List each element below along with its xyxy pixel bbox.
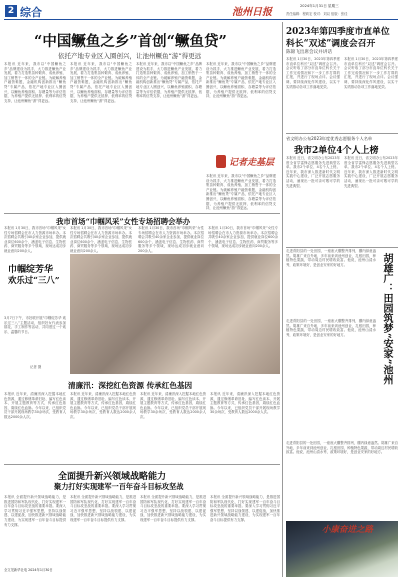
vertical-story-body-2: 走进青阳县的一处田园，一座座大棚整齐排列，棚内绿意盎然。胡雄广来自外地，多年前来到池州创业，扎根田园，种植特色果蔬，带动周边村民增收致富。他说，池州山清水秀，政策环境好，是创业安家的好地方。	[286, 319, 376, 337]
badge-icon	[216, 155, 226, 168]
bottom-story	[4, 467, 280, 577]
top-story	[4, 22, 280, 212]
right-story-1-title: 2023年第四季度市直单位	[286, 27, 390, 37]
bottom-story-title: 全面提升新兴领域战略能力	[58, 472, 167, 482]
vertical-title-line-2: 筑梦	[381, 313, 392, 333]
top-story-col-2: 本报讯 近年来，我市以“中国鳜鱼之乡”品牌建设为抓手，大力推进鳜鱼产业发展，着力打造集苗种繁育、成鱼养殖、加工销售于一体的全产业链。为破解养殖户融资难题，金融机构创新推出“鳜鱼贷”专属产品，依托产地专业区入圈创兴，以鳜鱼养殖面积、存塘量等为评估依据，为养殖户提供无抵押、低利率的信贷支持，让池州鳜鱼“游”得更远。	[70, 62, 132, 103]
right-story-1	[286, 22, 398, 132]
right-story-2-col-2: 本报讯 近日，省文明办公布2023年度全省学雷锋志愿服务先进典型名单。我市2个单位、4名个人上榜。近年来，我市深入推进新时代文明实践中心建设，广泛开展志愿服务活动，涌现出一批可亲可敬可学的先进典型。	[344, 156, 398, 188]
divider	[286, 247, 398, 248]
info-line: 责任编辑：程莉宏 校对：刘双 组版：张佳	[286, 12, 348, 16]
vertical-title-line-1: 胡雄广：田园	[381, 253, 392, 313]
vertical-story-body-1: 走进青阳县的一处田园，一座座大棚整齐排列，棚内绿意盎然。胡雄广来自外地，多年前来到池州创业，扎根田园，种植特色果蔬，带动周边村民增收致富。他说，池州山清水秀，政策环境好，是创业安家的好地方。	[286, 249, 376, 267]
lower-story-col-4: 本报讯 近年来，清廉汛深入挖掘本地红色资源，通过修缮革命旧址、编写红色读本、开展主题教育等方式，传承红色基因，赓续红色血脉。今年以来，已组织党员干部开展现场教学30余场次，受教育人数达2000余人次。	[210, 392, 280, 415]
right-story-2-col-1: 本报讯 近日，省文明办公布2023年度全省学雷锋志愿服务先进典型名单。我市2个单位、4名个人上榜。近年来，我市深入推进新时代文明实践中心建设，广泛开展志愿服务活动，涌现出一批可亲可敬可学的先进典型。	[286, 156, 340, 188]
top-story-subtitle: 依托产地专业区入圈创兴，让池州鳜鱼“游”得更远	[58, 52, 202, 60]
vertical-story-body-3: 走进青阳县的一处田园，一座座大棚整齐排列，棚内绿意盎然。胡雄广来自外地，多年前来到池州创业，扎根田园，种植特色果蔬，带动周边村民增收致富。他说，池州山清水秀，政策环境好，是创业安家的好地方。	[286, 441, 398, 455]
middle-story	[4, 216, 280, 253]
photo-caption	[4, 254, 66, 372]
date-line: 2024年1月31日 星期三	[300, 4, 339, 8]
top-story-col-5: 本报讯 近年来，我市以“中国鳜鱼之乡”品牌建设为抓手，大力推进鳜鱼产业发展，着力打造集苗种繁育、成鱼养殖、加工销售于一体的全产业链。为破解养殖户融资难题，金融机构创新推出“鳜鱼贷”专属产品，依托产地专业区入圈创兴，以鳜鱼养殖面积、存塘量等为评估依据，为养殖户提供无抵押、低利率的信贷支持，让池州鳜鱼“游”得更远。	[206, 174, 276, 211]
middle-story-col-3: 本报讯 1月30日，我市首场“巾帼风采”女性专场招聘会在市人力资源市场举办。本次招聘会共吸引40余家企业参加，提供就业岗位600余个，涵盖电子信息、生物医药、商贸服务等多个领域，现场达成初步就业意向200余人。	[138, 226, 204, 253]
bottom-story-footer: 全文见新华社电 2024年1月30日	[4, 568, 53, 572]
section-badge: 2	[5, 5, 17, 17]
main-photo	[70, 254, 280, 374]
right-story-1-col-1: 本报讯 1月30日，2023年第四季度市直单位科长“双述”调度会召开。会议听取了部分市直单位科长关于工作完成情况和下一步工作打算的汇报，并进行了现场点评。会议强调，要持续深化作风建设，以实干实绩推动各项工作落地见效。	[286, 57, 340, 89]
section-label: 综合	[20, 6, 42, 19]
lower-story	[4, 378, 280, 462]
right-story-2	[286, 134, 398, 246]
divider	[4, 464, 280, 465]
top-story-col-3: 本报讯 近年来，我市以“中国鳜鱼之乡”品牌建设为抓手，大力推进鳜鱼产业发展，着力打造集苗种繁育、成鱼养殖、加工销售于一体的全产业链。为破解养殖户融资难题，金融机构创新推出“鳜鱼贷”专属产品，依托产地专业区入圈创兴，以鳜鱼养殖面积、存塘量等为评估依据，为养殖户提供无抵押、低利率的信贷支持，让池州鳜鱼“游”得更远。	[136, 62, 202, 99]
vertical-story-title	[380, 253, 392, 453]
lower-story-col-2: 本报讯 近年来，清廉汛深入挖掘本地红色资源，通过修缮革命旧址、编写红色读本、开展主题教育等方式，传承红色基因，赓续红色血脉。今年以来，已组织党员干部开展现场教学30余场次，受教育人数达2000余人次。	[70, 392, 136, 419]
lower-story-title: 清廉汛：深挖红色资源 传承红色基因	[68, 381, 193, 390]
vertical-story	[286, 249, 398, 519]
right-story-1-title2: 科长“双述”调度会召开	[286, 39, 376, 49]
right-story-2-headline: 我市2单位4个人上榜	[294, 146, 379, 156]
right-story-2-intro: 省文明办公布2023年度优秀志愿服务个人名单	[286, 136, 373, 141]
bottom-story-col-1: 本报讯 全面提升新兴领域战略能力，是推进国防和军队现代化、打好实现建军一百年奋斗目标攻坚战的重要举措。要深入学习贯彻习近平强军思想，坚持以战领建、以建促战，加快推进新兴领域战略能力建设，为实现建军一百年奋斗目标提供有力支撑。	[4, 495, 66, 527]
middle-story-col-1: 本报讯 1月30日，我市首场“巾帼风采”女性专场招聘会在市人力资源市场举办。本次招聘会共吸引40余家企业参加，提供就业岗位600余个，涵盖电子信息、生物医药、商贸服务等多个领域，现场达成初步就业意向200余人。	[4, 226, 66, 253]
caption-title2: 欢乐过“三八”	[8, 275, 60, 285]
bottom-story-col-4: 本报讯 全面提升新兴领域战略能力，是推进国防和军队现代化、打好实现建军一百年奋斗目标攻坚战的重要举措。要深入学习贯彻习近平强军思想，坚持以战领建、以建促战，加快推进新兴领域战略能力建设，为实现建军一百年奋斗目标提供有力支撑。	[210, 495, 280, 522]
reporter-badge	[216, 154, 274, 170]
top-story-title: “中国鳜鱼之乡”首创“鳜鱼贷”	[34, 33, 227, 50]
bottom-logo: 小康奋进之路	[322, 525, 374, 535]
caption-title: 巾帼绽芳华	[8, 265, 54, 275]
lower-story-col-1: 本报讯 近年来，清廉汛深入挖掘本地红色资源，通过修缮革命旧址、编写红色读本、开展主题教育等方式，传承红色基因，赓续红色血脉。今年以来，已组织党员干部开展现场教学30余场次，受教育人数达2000余人次。	[4, 392, 66, 419]
bottom-story-col-3: 本报讯 全面提升新兴领域战略能力，是推进国防和军队现代化、打好实现建军一百年奋斗目标攻坚战的重要举措。要深入学习贯彻习近平强军思想，坚持以战领建、以建促战，加快推进新兴领域战略能力建设，为实现建军一百年奋斗目标提供有力支撑。	[140, 495, 206, 522]
badge-text: 记者走基层	[229, 158, 275, 168]
right-story-1-col-2: 本报讯 1月30日，2023年第四季度市直单位科长“双述”调度会召开。会议听取了部分市直单位科长关于工作完成情况和下一步工作打算的汇报，并进行了现场点评。会议强调，要持续深化作风建设，以实干实绩推动各项工作落地见效。	[344, 57, 398, 89]
middle-story-title: 我市首场“巾帼风采”女性专场招聘会举办	[56, 217, 191, 226]
middle-story-col-2: 本报讯 1月30日，我市首场“巾帼风采”女性专场招聘会在市人力资源市场举办。本次招聘会共吸引40余家企业参加，提供就业岗位600余个，涵盖电子信息、生物医药、商贸服务等多个领域，现场达成初步就业意向200余人。	[70, 226, 132, 253]
top-story-col-4: 本报讯 近年来，我市以“中国鳜鱼之乡”品牌建设为抓手，大力推进鳜鱼产业发展，着力打造集苗种繁育、成鱼养殖、加工销售于一体的全产业链。为破解养殖户融资难题，金融机构创新推出“鳜鱼贷”专属产品，依托产地专业区入圈创兴，以鳜鱼养殖面积、存塘量等为评估依据，为养殖户提供无抵押、低利率的信贷支持，让池州鳜鱼“游”得更远。	[206, 62, 276, 99]
caption-credit: 记者 摄	[30, 365, 42, 369]
middle-story-col-4: 本报讯 1月30日，我市首场“巾帼风采”女性专场招聘会在市人力资源市场举办。本次招聘会共吸引40余家企业参加，提供就业岗位600余个，涵盖电子信息、生物医药、商贸服务等多个领域，现场达成初步就业意向200余人。	[208, 226, 278, 249]
masthead-logo: 池州日报	[232, 7, 272, 18]
caption-body: 3月7日下午，市妇联开展“巾帼绽芳华 欢乐过三八”主题活动，组织妇女代表参加插花、手工制作等活动，共同度过一个欢乐、温馨的节日。	[4, 316, 66, 334]
top-story-col-1: 本报讯 近年来，我市以“中国鳜鱼之乡”品牌建设为抓手，大力推进鳜鱼产业发展，着力打造集苗种繁育、成鱼养殖、加工销售于一体的全产业链。为破解养殖户融资难题，金融机构创新推出“鳜鱼贷”专属产品，依托产地专业区入圈创兴，以鳜鱼养殖面积、存塘量等为评估依据，为养殖户提供无抵押、低利率的信贷支持，让池州鳜鱼“游”得更远。	[4, 62, 66, 103]
right-story-1-subtitle: 陈锦飞出席会议并讲话	[286, 50, 332, 55]
divider	[4, 213, 280, 214]
bottom-story-col-2: 本报讯 全面提升新兴领域战略能力，是推进国防和军队现代化、打好实现建军一百年奋斗目标攻坚战的重要举措。要深入学习贯彻习近平强军思想，坚持以战领建、以建促战，加快推进新兴领域战略能力建设，为实现建军一百年奋斗目标提供有力支撑。	[70, 495, 136, 522]
lower-story-col-3: 本报讯 近年来，清廉汛深入挖掘本地红色资源，通过修缮革命旧址、编写红色读本、开展主题教育等方式，传承红色基因，赓续红色血脉。今年以来，已组织党员干部开展现场教学30余场次，受教育人数达2000余人次。	[140, 392, 206, 419]
vertical-title-line-3: “安家”池州	[381, 333, 392, 385]
vertical-divider	[282, 22, 283, 577]
bottom-story-subtitle: 聚力打好实现建军一百年奋斗目标攻坚战	[54, 482, 184, 491]
header-divider	[4, 19, 398, 20]
